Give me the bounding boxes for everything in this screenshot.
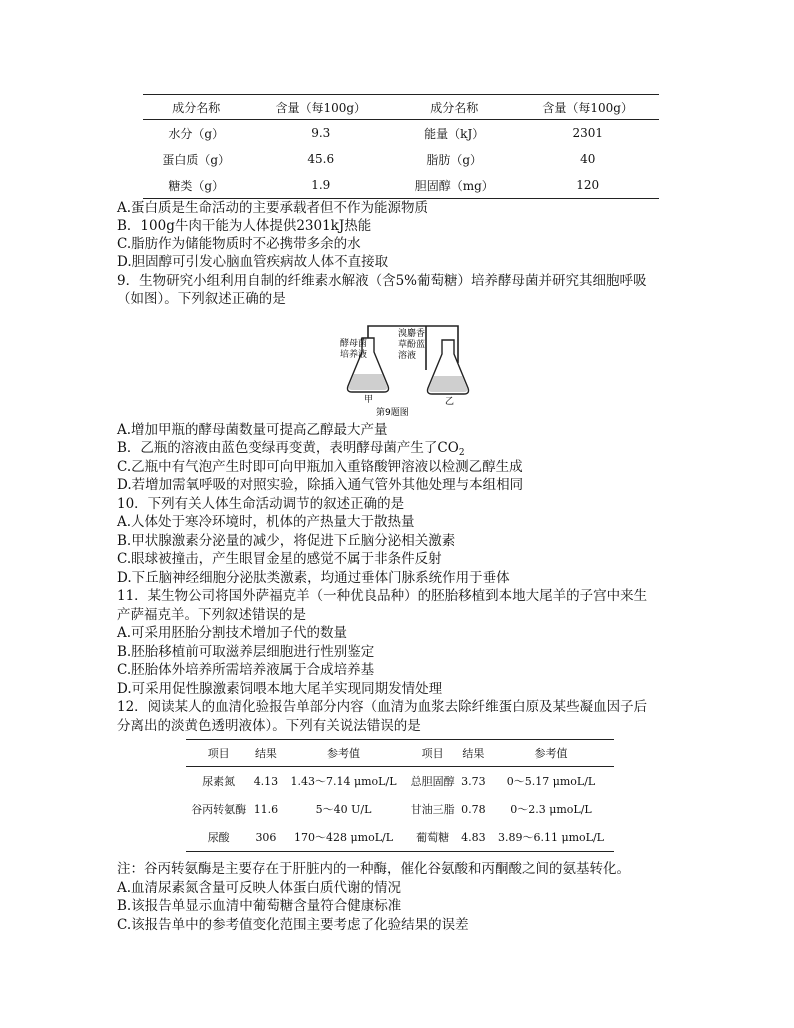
table-header-cell: 参考值 xyxy=(488,740,614,767)
nutrition-table xyxy=(143,94,659,199)
table-cell: 40 xyxy=(580,152,596,166)
q11-stem: 11．某生物公司将国外萨福克羊（一种优良品种）的胚胎移植到本地大尾羊的子宫中来生 xyxy=(117,588,648,604)
table-row xyxy=(143,120,659,147)
table-cell: 120 xyxy=(516,172,659,199)
table-cell: 蛋白质（g） xyxy=(162,152,231,167)
table-cell: 3.89～6.11 μmoL/L xyxy=(488,823,614,852)
table-cell: 4.13 xyxy=(253,774,279,788)
table-row xyxy=(186,767,614,796)
table-cell: 1.9 xyxy=(250,172,393,199)
q12-option-b: B.该报告单显示血清中葡萄糖含量符合健康标准 xyxy=(117,898,402,914)
q10-stem: 10．下列有关人体生命活动调节的叙述正确的是 xyxy=(117,496,405,512)
table-cell: 能量（kJ） xyxy=(424,126,485,141)
table-header-cell: 成分名称 xyxy=(392,95,516,120)
table-cell: 尿酸 xyxy=(186,823,251,852)
table-cell: 0～5.17 μmoL/L xyxy=(506,775,596,788)
table-cell: 1.43～7.14 μmoL/L xyxy=(290,775,397,788)
table-cell: 9.3 xyxy=(311,126,331,140)
q11-option-b: B.胚胎移植前可取滋养层细胞进行性别鉴定 xyxy=(117,644,375,660)
q10-option-a: A.人体处于寒冷环境时，机体的产热量大于散热量 xyxy=(117,514,415,530)
figure-caption: 第9题图 xyxy=(376,408,409,418)
table-header-cell: 含量（每100g） xyxy=(516,95,659,120)
q10-option-b: B.甲状腺激素分泌量的减少，将促进下丘脑分泌相关激素 xyxy=(117,533,456,549)
table-cell: 5～40 U/L xyxy=(315,803,372,816)
q9-option-d: D.若增加需氧呼吸的对照实验，除插入通气管外其他处理与本组相同 xyxy=(117,477,524,493)
q9-stem: 9．生物研究小组利用自制的纤维素水解液（含5%葡萄糖）培养酵母菌并研究其细胞呼吸 xyxy=(117,273,647,289)
table-row xyxy=(186,823,614,852)
table-cell: 2301 xyxy=(572,126,603,140)
yeast-culture-liquid xyxy=(349,374,387,390)
left-label-2: 培养液 xyxy=(340,350,368,360)
table-cell: 4.83 xyxy=(459,823,488,852)
q9-option-a: A.增加甲瓶的酵母菌数量可提高乙醇最大产量 xyxy=(117,422,388,438)
table-cell: 水分（g） xyxy=(168,126,225,141)
table-header-cell: 结果 xyxy=(459,740,488,767)
table-cell: 甘油三脂 xyxy=(410,803,455,816)
indicator-solution xyxy=(429,376,467,392)
q8-option-b: B．100g牛肉干能为人体提供2301kJ热能 xyxy=(117,218,372,234)
table-row xyxy=(186,795,614,823)
q12-note: 注：谷丙转氨酶是主要存在于肝脏内的一种酶，催化谷氨酸和丙酮酸之间的氨基转化。 xyxy=(117,861,630,877)
table-cell: 45.6 xyxy=(307,152,335,166)
table-cell: 脂肪（g） xyxy=(426,152,483,167)
q9-stem-cont: （如图）。下列叙述正确的是 xyxy=(117,291,286,307)
flask-left-label: 甲 xyxy=(364,395,374,405)
table-row xyxy=(143,146,659,172)
table-cell: 170～428 μmoL/L xyxy=(281,823,407,852)
table-header-row xyxy=(143,95,659,120)
table-header-cell: 项目 xyxy=(186,740,251,767)
right-label-1: 溴麝香 xyxy=(398,329,426,339)
table-header-cell: 含量（每100g） xyxy=(250,95,393,120)
left-label-1: 酵母菌 xyxy=(340,339,368,349)
table-cell: 0.78 xyxy=(461,802,486,816)
q9-option-c: C.乙瓶中有气泡产生时即可向甲瓶加入重铬酸钾溶液以检测乙醇生成 xyxy=(117,459,523,475)
q12-stem-cont: 分离出的淡黄色透明液体）。下列有关说法错误的是 xyxy=(117,718,421,734)
table-cell: 谷丙转氨酶 xyxy=(191,803,247,816)
q8-option-d: D.胆固醇可引发心脑血管疾病故人体不直接取 xyxy=(117,254,389,270)
q12-option-a: A.血清尿素氮含量可反映人体蛋白质代谢的情况 xyxy=(117,880,402,896)
table-header-cell: 参考值 xyxy=(281,740,407,767)
subscript: 2 xyxy=(458,448,465,458)
q10-option-c: C.眼球被撞击，产生眼冒金星的感觉不属于非条件反射 xyxy=(117,551,442,567)
q11-option-a: A.可采用胚胎分割技术增加子代的数量 xyxy=(117,625,348,641)
q12-option-c: C.该报告单中的参考值变化范围主要考虑了化验结果的误差 xyxy=(117,917,469,933)
right-label-3: 溶液 xyxy=(398,351,417,361)
q8-option-a: A.蛋白质是生命活动的主要承载者但不作为能源物质 xyxy=(117,200,429,216)
q11-stem-cont: 产萨福克羊。下列叙述错误的是 xyxy=(117,607,306,623)
table-header-cell: 结果 xyxy=(251,740,280,767)
table-header-cell: 项目 xyxy=(407,740,459,767)
flask-right-label: 乙 xyxy=(445,397,455,407)
table-cell: 总胆固醇 xyxy=(410,775,455,788)
table-cell: 胆固醇（mg） xyxy=(392,172,516,199)
table-row xyxy=(143,172,659,199)
table-cell: 306 xyxy=(251,823,280,852)
q8-option-c: C.脂肪作为储能物质时不必携带多余的水 xyxy=(117,236,361,252)
q10-option-d: D.下丘脑神经细胞分泌肽类激素，均通过垂体门脉系统作用于垂体 xyxy=(117,570,510,586)
table-header-row xyxy=(186,740,614,767)
flask-apparatus-figure xyxy=(340,318,470,418)
table-cell: 葡萄糖 xyxy=(407,823,459,852)
table-cell: 0～2.3 μmoL/L xyxy=(510,803,592,816)
q9-option-b-text: B．乙瓶的溶液由蓝色变绿再变黄，表明酵母菌产生了CO xyxy=(117,440,459,456)
table-cell: 尿素氮 xyxy=(202,775,236,788)
q11-option-d: D.可采用促性腺激素饲喂本地大尾羊实现同期发情处理 xyxy=(117,681,443,697)
q11-option-c: C.胚胎体外培养所需培养液属于合成培养基 xyxy=(117,662,375,678)
table-cell: 3.73 xyxy=(461,774,486,788)
table-cell: 11.6 xyxy=(253,802,279,816)
right-label-2: 草酚蓝 xyxy=(398,340,426,350)
table-cell: 糖类（g） xyxy=(143,172,250,199)
serum-report-table xyxy=(186,739,614,852)
q12-stem: 12．阅读某人的血清化验报告单部分内容（血清为血浆去除纤维蛋白原及某些凝血因子后 xyxy=(117,699,648,715)
table-header-cell: 成分名称 xyxy=(143,95,250,120)
